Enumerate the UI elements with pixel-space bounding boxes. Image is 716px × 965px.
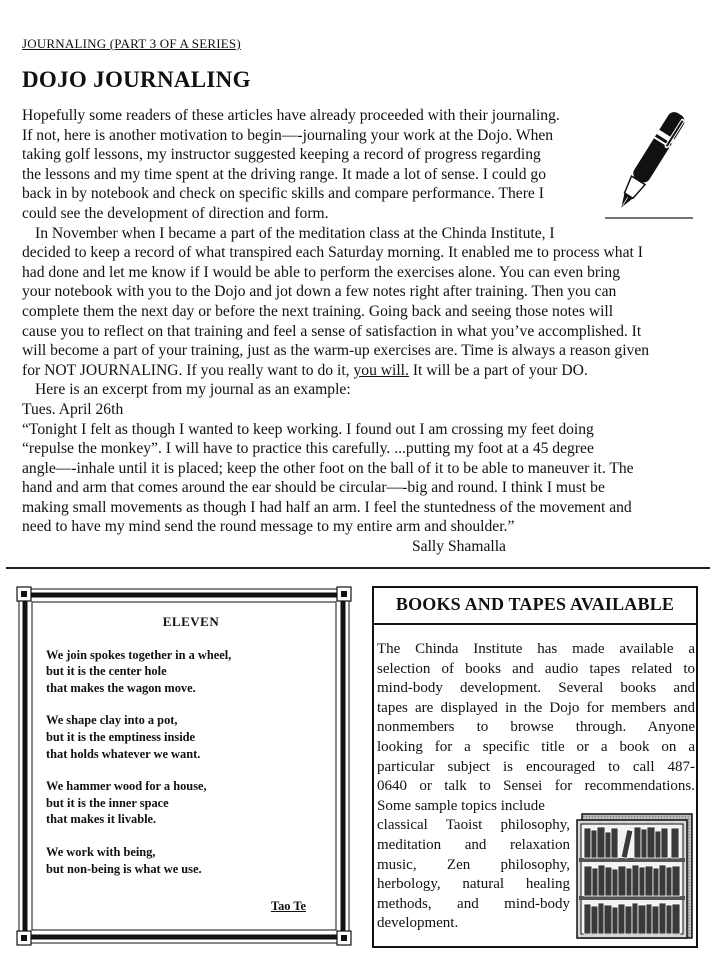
emphasis-underlined: you will. [353,361,409,379]
poem [46,614,336,893]
text-line: will become a part of your training, just as the warm-up exercises are. Time is always a reason given [22,342,650,360]
poem-attribution: Tao Te [270,899,306,913]
text-line: taking golf lessons, my instructor suggested keeping a record of progress regarding [22,146,541,164]
text-line: The Chinda Institute has made available a [377,641,695,657]
text-line: need to have my mind send the round message to my entire arm and shoulder.” [22,518,515,536]
text-line: Some sample topics include [377,797,545,814]
article-title: DOJO JOURNALING [22,67,251,92]
text-line: “Tonight I felt as though I wanted to keep working. I found out I am crossing my feet doing [22,420,594,438]
text-line: had done and let me know if I would be able to perform the exercises alone. You can even bring [22,263,621,281]
text-line: selection of books and audio tapes related to [377,660,695,677]
section-divider [6,567,710,569]
series-label: JOURNALING (PART 3 OF A SERIES) [22,36,241,51]
author-signature: Sally Shamalla [412,538,506,556]
text-line: particular subject is encouraged to call 487- [377,758,695,775]
poem-line: but it is the inner space [46,795,169,810]
poem-stanza [46,778,336,828]
poem-line: that holds whatever we want. [46,746,201,761]
poem-stanza [46,844,336,877]
text-line: nonmembers to browse through. Anyone [377,719,695,736]
article-body [22,106,712,557]
paragraph-intro [22,106,602,224]
poem-title: ELEVEN [162,614,220,629]
text-line: angle—-inhale until it is placed; keep the other foot on the ball of it to be able to maneuver it. The [22,459,634,477]
text-line: development. [377,915,459,932]
text-line: herbology, natural healing [377,876,570,893]
books-title: BOOKS AND TAPES AVAILABLE [395,594,675,614]
text-line: Here is an excerpt from my journal as an example: [35,381,351,399]
text-line: classical Taoist philosophy, [377,817,570,834]
paragraph-november [22,224,712,381]
poem-frame [16,586,352,946]
text-line: could see the development of direction and form. [22,204,329,222]
text-line: your notebook with you to the Dojo and jot down a few notes right after training. Then you can [22,283,617,301]
poem-line: We hammer wood for a house, [46,779,207,794]
text-line: meditation and relaxation [377,836,570,853]
text-line: back in by notebook and check on specific skills and compare performance. There I [22,185,544,203]
books-title-rule [374,623,696,625]
text-segment: for NOT JOURNALING. If you really want to do it, [22,361,354,379]
text-line: hand and arm that comes around the ear should be circular—-big and round. I think I must be [22,479,605,497]
text-line: Hopefully some readers of these articles have already proceeded with their journaling. [22,107,560,124]
bookshelf-icon [576,812,694,940]
text-line [22,361,712,381]
text-line: decided to keep a record of what transpired each Saturday morning. It enabled me to process what I [22,244,643,262]
poem-stanza [46,647,336,697]
text-line: methods, and mind-body [377,895,570,912]
poem-line: We shape clay into a pot, [46,713,178,728]
poem-line: but it is the emptiness inside [46,729,196,744]
text-line: the lessons and my time spent at the driving range. It made a lot of sense. I could go [22,165,546,183]
text-line: mind-body development. Several books and [377,680,695,697]
journal-date: Tues. April 26th [22,400,124,418]
text-line: In November when I became a part of the meditation class at the Chinda Institute, I [35,224,555,242]
poem-line: that makes the wagon move. [46,680,196,695]
poem-line: We join spokes together in a wheel, [46,647,232,662]
text-line: looking for a specific title or a book on a [377,738,695,755]
text-line: tapes are displayed in the Dojo for members and [377,699,695,716]
text-line: 0640 or talk to Sensei for recommendations. [377,778,695,795]
poem-line: but non-being is what we use. [46,861,202,876]
text-line: cause you to reflect on that training and feel a sense of satisfaction in what you’ve accomplished. It [22,322,642,340]
poem-stanza [46,712,336,762]
text-segment: It will be a part of your DO. [408,361,588,379]
poem-line: that makes it livable. [46,812,157,827]
text-line: making small movements as though I had half an arm. I feel the stuntedness of the movement and [22,498,632,516]
books-box [372,586,698,948]
poem-line: but it is the center hole [46,664,167,679]
text-line: “repulse the monkey”. I will have to practice this carefully. ...putting my foot at a 45 degree [22,440,594,458]
poem-line: We work with being, [46,844,156,859]
text-line: music, Zen philosophy, [377,856,570,873]
text-line: If not, here is another motivation to begin—-journaling your work at the Dojo. When [22,126,554,144]
journal-quote [22,420,712,538]
text-line: complete them the next day or before the next training. Going back and seeing those notes will [22,302,614,320]
